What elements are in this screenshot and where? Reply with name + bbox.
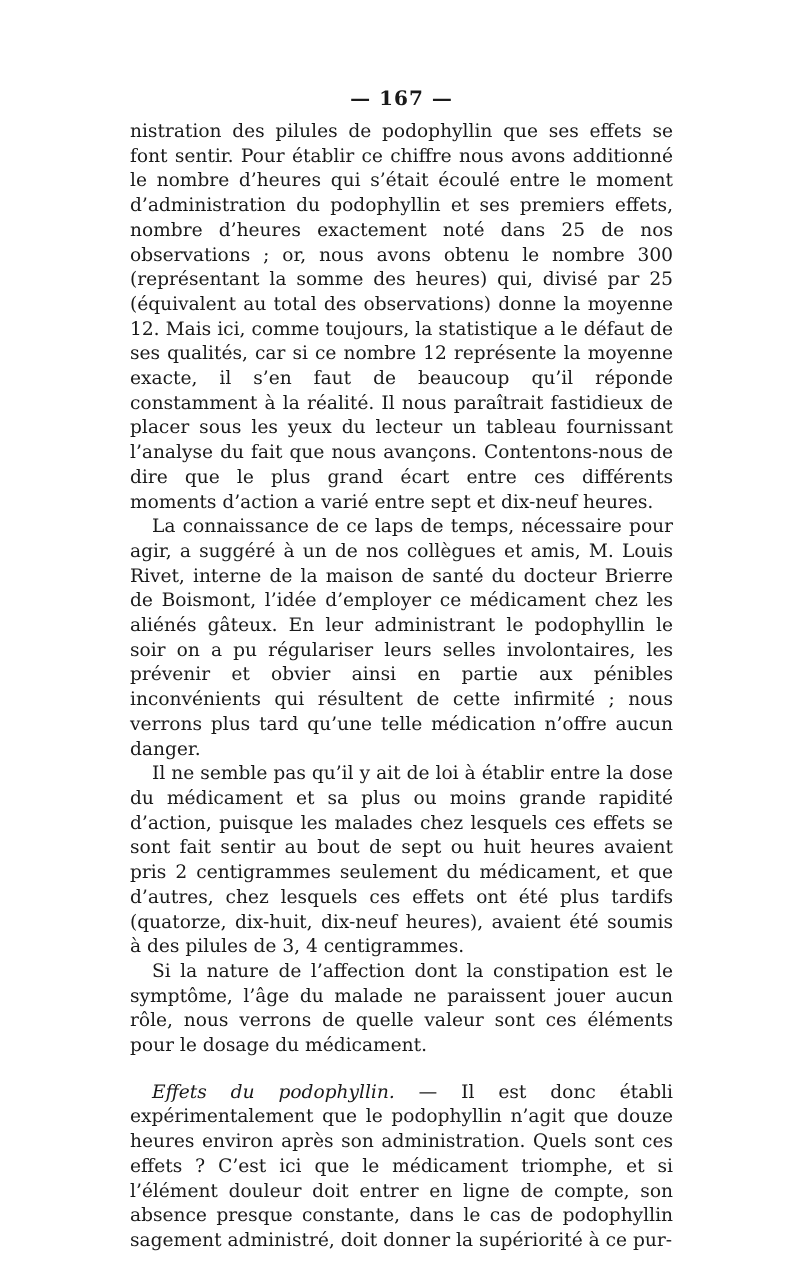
paragraph-dose: Il ne semble pas qu’il y ait de loi à établir entre la dose du médicament et sa plus ou moins grande rapidité d’action, puisque les malades chez lesquels ces effets se sont fait sentir au bout de sept ou huit heures avaient pris 2 centigrammes seulement du médicament, et que d’autres, chez lesquels ces effets ont été plus tardifs (quatorze, dix-huit, dix-neuf heures), avaient été soumis à des pilules de 3, 4 centigrammes. [130,763,673,958]
paragraph-continuation: nistration des pilules de podophyllin que ses effets se font sentir. Pour établir ce chiffre nous avons additionné le nombre d’heures qui s’était écoulé entre le moment d’administration du podophyllin et ses premiers effets, nombre d’heures exactement noté dans 25 de nos observations ; or, nous avons obtenu le nombre 300 (représentant la somme des heures) qui, divisé par 25 (équivalent au total des observations) donne la moyenne 12. Mais ici, comme toujours, la statistique a le défaut de ses qualités, car si ce nombre 12 représente la moyenne exacte, il s’en faut de beaucoup qu’il réponde constamment à la réalité. Il nous paraîtrait fastidieux de placer sous les yeux du lecteur un tableau fournissant l’analyse du fait que nous avançons. Contentons-nous de dire que le plus grand écart entre ces différents moments d’action a varié entre sept et dix-neuf heures. [130,121,673,513]
paragraph-connaissance: La connaissance de ce laps de temps, nécessaire pour agir, a suggéré à un de nos collègues et amis, M. Louis Rivet, interne de la maison de santé du docteur Brierre de Boismont, l’idée d’employer ce médicament chez les aliénés gâteux. En leur administrant le podophyllin le soir on a pu régulariser leurs selles involontaires, les prévenir et obvier ainsi en partie aux pénibles inconvénients qui résultent de cette infirmité ; nous verrons plus tard qu’une telle médication n’offre aucun danger. [130,516,673,760]
section-effets [130,1081,673,1254]
page-number: — 167 — [350,86,453,110]
section-heading: Effets du podophyllin. [152,1081,395,1103]
section-text: — Il est donc établi expérimentalement que le podophyllin n’agit que douze heures environ après son administration. Quels sont ces effets ? C’est ici que le médicament triomphe, et si l’élément douleur doit entrer en ligne de compte, son absence presque constante, dans le cas de podophyllin sagement administré, doit donner la supériorité à ce pur- [130,1081,673,1251]
book-page [130,86,673,1254]
paragraph-nature: Si la nature de l’affection dont la constipation est le symptôme, l’âge du malade ne paraissent jouer aucun rôle, nous verrons de quelle valeur sont ces éléments pour le dosage du médicament. [130,960,673,1057]
